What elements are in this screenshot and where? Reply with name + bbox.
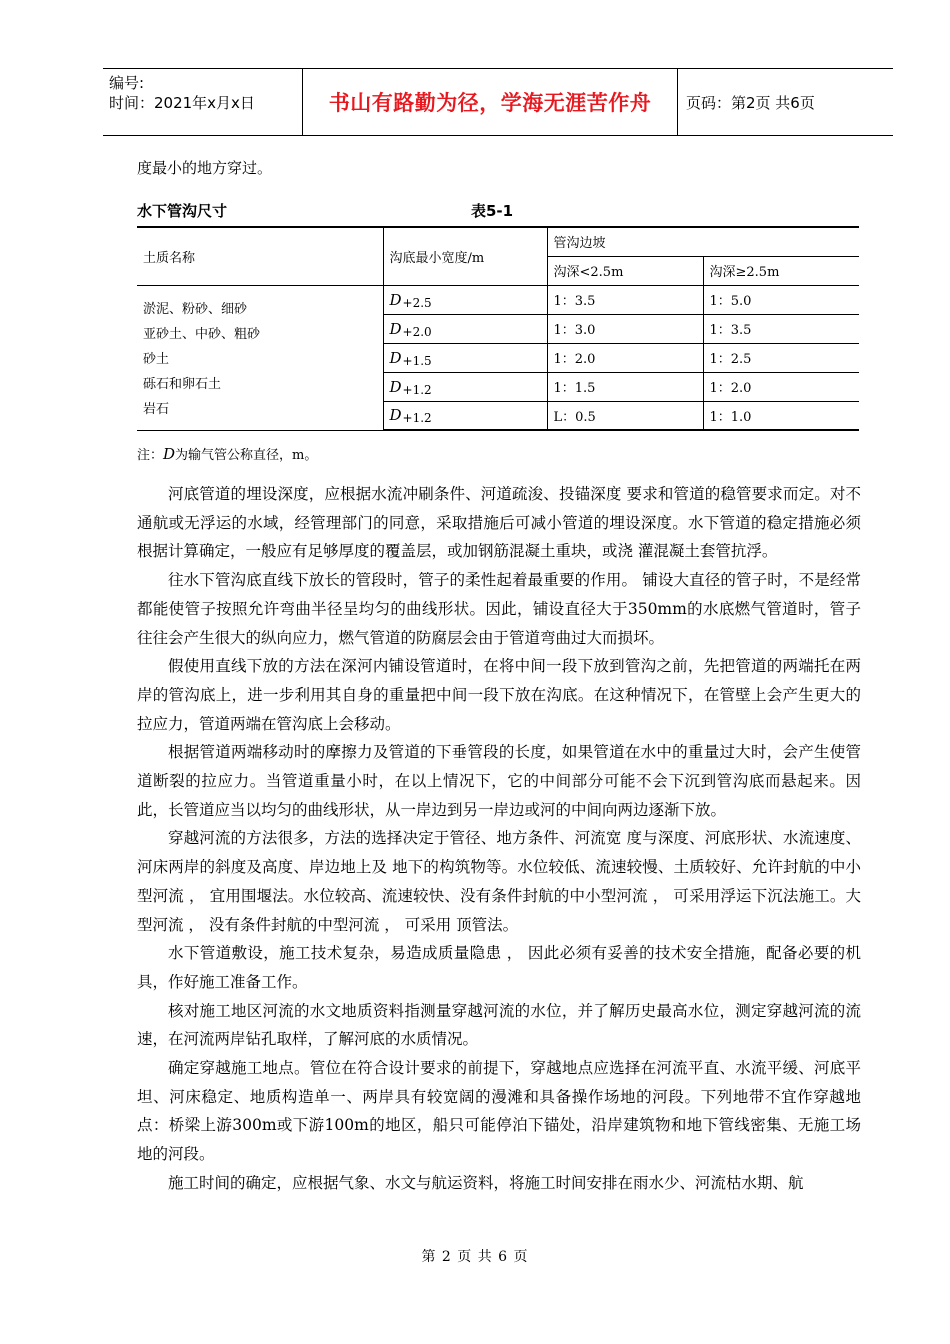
table-title: 水下管沟尺寸 — [137, 202, 228, 220]
soil-name: 砾石和卵石土 — [143, 377, 222, 392]
min-width-value: +1.2 — [402, 411, 432, 426]
paragraph: 河底管道的埋设深度，应根据水流冲刷条件、河道疏浚、投锚深度 要求和管道的稳管要求而定。对不通航或无浮运的水域，经管理部门的同意，采取措施后可减小管道的埋设深度。水下管道的稳定措施必须根据计算确定，一般应有足够厚度的覆盖层，或加钢筋混凝土重块，或浇 灌混凝土套管抗浮。 — [137, 485, 861, 561]
paragraph: 假使用直线下放的方法在深河内铺设管道时，在将中间一段下放到管沟之前，先把管道的两端托在两岸的管沟底上，进一步利用其自身的重量把中间一段下放在沟底。在这种情况下，在管壁上会产生更大的拉应力，管道两端在管沟底上会移动。 — [137, 657, 861, 733]
paragraph: 核对施工地区河流的水文地质资料指测量穿越河流的水位，并了解历史最高水位，测定穿越河流的流速，在河流两岸钻孔取样，了解河底的水质情况。 — [137, 1001, 861, 1049]
header-shallow: 沟深<2.5m — [547, 256, 703, 285]
paragraph: 确定穿越施工地点。管位在符合设计要求的前提下，穿越地点应选择在河流平直、水流平缓、河底平坦、河床稳定、地质构造单一、两岸具有较宽阔的漫滩和具备操作场地的河段。下列地带不宜作穿越地点：桥梁上游300m或下游100m的地区，船只可能停泊下锚处，沿岸建筑物和地下管线密集、无施工场地的河段。 — [137, 1059, 861, 1164]
page-header — [103, 68, 893, 136]
slope-deep-cell: 1：3.5 — [703, 314, 859, 343]
min-width-cell — [383, 285, 547, 314]
d-symbol: D — [389, 406, 402, 425]
slope-deep-cell: 1：5.0 — [703, 285, 859, 314]
paragraph: 水下管道敷设，施工技术复杂，易造成质量隐患 ， 因此必须有妥善的技术安全措施，配备必要的机具，作好施工准备工作。 — [137, 944, 861, 991]
min-width-value: +2.5 — [402, 295, 432, 310]
number-label: 编号: — [109, 74, 145, 92]
header-info — [103, 69, 303, 135]
d-symbol: D — [389, 290, 402, 309]
d-symbol: D — [389, 348, 402, 367]
table-number: 表5-1 — [471, 202, 514, 220]
slope-deep-cell: 1：2.0 — [703, 372, 859, 401]
min-width-cell — [383, 401, 547, 430]
soil-name: 淤泥、粉砂、细砂 — [143, 302, 248, 317]
header-slope: 管沟边坡 — [547, 227, 859, 256]
slope-deep-cell: 1：1.0 — [703, 401, 859, 430]
slope-shallow-cell: 1：2.0 — [547, 343, 703, 372]
motto: 书山有路勤为径，学海无涯苦作舟 — [303, 69, 678, 135]
min-width-cell — [383, 343, 547, 372]
note-text: 为输气管公称直径，m。 — [175, 448, 318, 463]
header-soil: 土质名称 — [137, 227, 383, 285]
slope-shallow-cell: 1：1.5 — [547, 372, 703, 401]
header-deep: 沟深≥2.5m — [703, 256, 859, 285]
page-footer: 第 2 页 共 6 页 — [421, 1249, 529, 1265]
paragraph: 穿越河流的方法很多，方法的选择决定于管径、地方条件、河流宽 度与深度、河底形状、水流速度、河床两岸的斜度及高度、岸边地上及 地下的构筑物等。水位较低、流速较慢、土质较好、允许封航的中小型河流 ， 宜用围堰法。水位较高、流速较快、没有条件封航的中小型河流 ， 可采用浮运下沉法施工。大型河流 ， 没有条件封航的中型河流 ， 可采用 顶管法。 — [137, 829, 861, 934]
header-min-width: 沟底最小宽度/m — [383, 227, 547, 285]
table-row — [137, 285, 859, 314]
soil-name: 亚砂土、中砂、粗砂 — [143, 327, 261, 342]
slope-shallow-cell: 1：3.0 — [547, 314, 703, 343]
note-d-symbol: D — [163, 445, 176, 463]
paragraph: 往水下管沟底直线下放长的管段时，管子的柔性起着最重要的作用。 铺设大直径的管子时，不是经常都能使管子按照允许弯曲半径呈均匀的曲线形状。因此，铺设直径大于350mm的水底燃气管道时，管子往往会产生很大的纵向应力，燃气管道的防腐层会由于管道弯曲过大而损坏。 — [137, 571, 861, 647]
note-prefix: 注： — [137, 448, 164, 463]
slope-deep-cell: 1：2.5 — [703, 343, 859, 372]
min-width-value: +1.2 — [402, 382, 432, 397]
min-width-value: +2.0 — [402, 324, 432, 339]
paragraph: 施工时间的确定，应根据气象、水文与航运资料，将施工时间安排在雨水少、河流枯水期、航 — [168, 1173, 804, 1192]
table-note — [137, 444, 317, 463]
trench-dimension-table — [137, 226, 859, 431]
d-symbol: D — [389, 377, 402, 396]
min-width-cell — [383, 314, 547, 343]
soil-name: 岩石 — [143, 402, 170, 417]
body-text — [137, 480, 861, 1198]
slope-shallow-cell: 1：3.5 — [547, 285, 703, 314]
min-width-value: +1.5 — [402, 353, 432, 368]
slope-shallow-cell: L：0.5 — [547, 401, 703, 430]
time-label: 时间：2021年x月x日 — [109, 94, 255, 112]
d-symbol: D — [389, 319, 402, 338]
paragraph: 根据管道两端移动时的摩擦力及管道的下垂管段的长度，如果管道在水中的重量过大时，会产生使管道断裂的拉应力。当管道重量小时，在以上情况下，它的中间部分可能不会下沉到管沟底而悬起来。因此，长管道应当以均匀的曲线形状，从一岸边到另一岸边或河的中间向两边逐渐下放。 — [137, 743, 861, 819]
page-label: 页码：第2页 共6页 — [686, 93, 815, 112]
soil-names-cell — [137, 285, 383, 430]
continued-text: 度最小的地方穿过。 — [137, 159, 273, 177]
min-width-cell — [383, 372, 547, 401]
soil-name: 砂土 — [143, 352, 170, 367]
